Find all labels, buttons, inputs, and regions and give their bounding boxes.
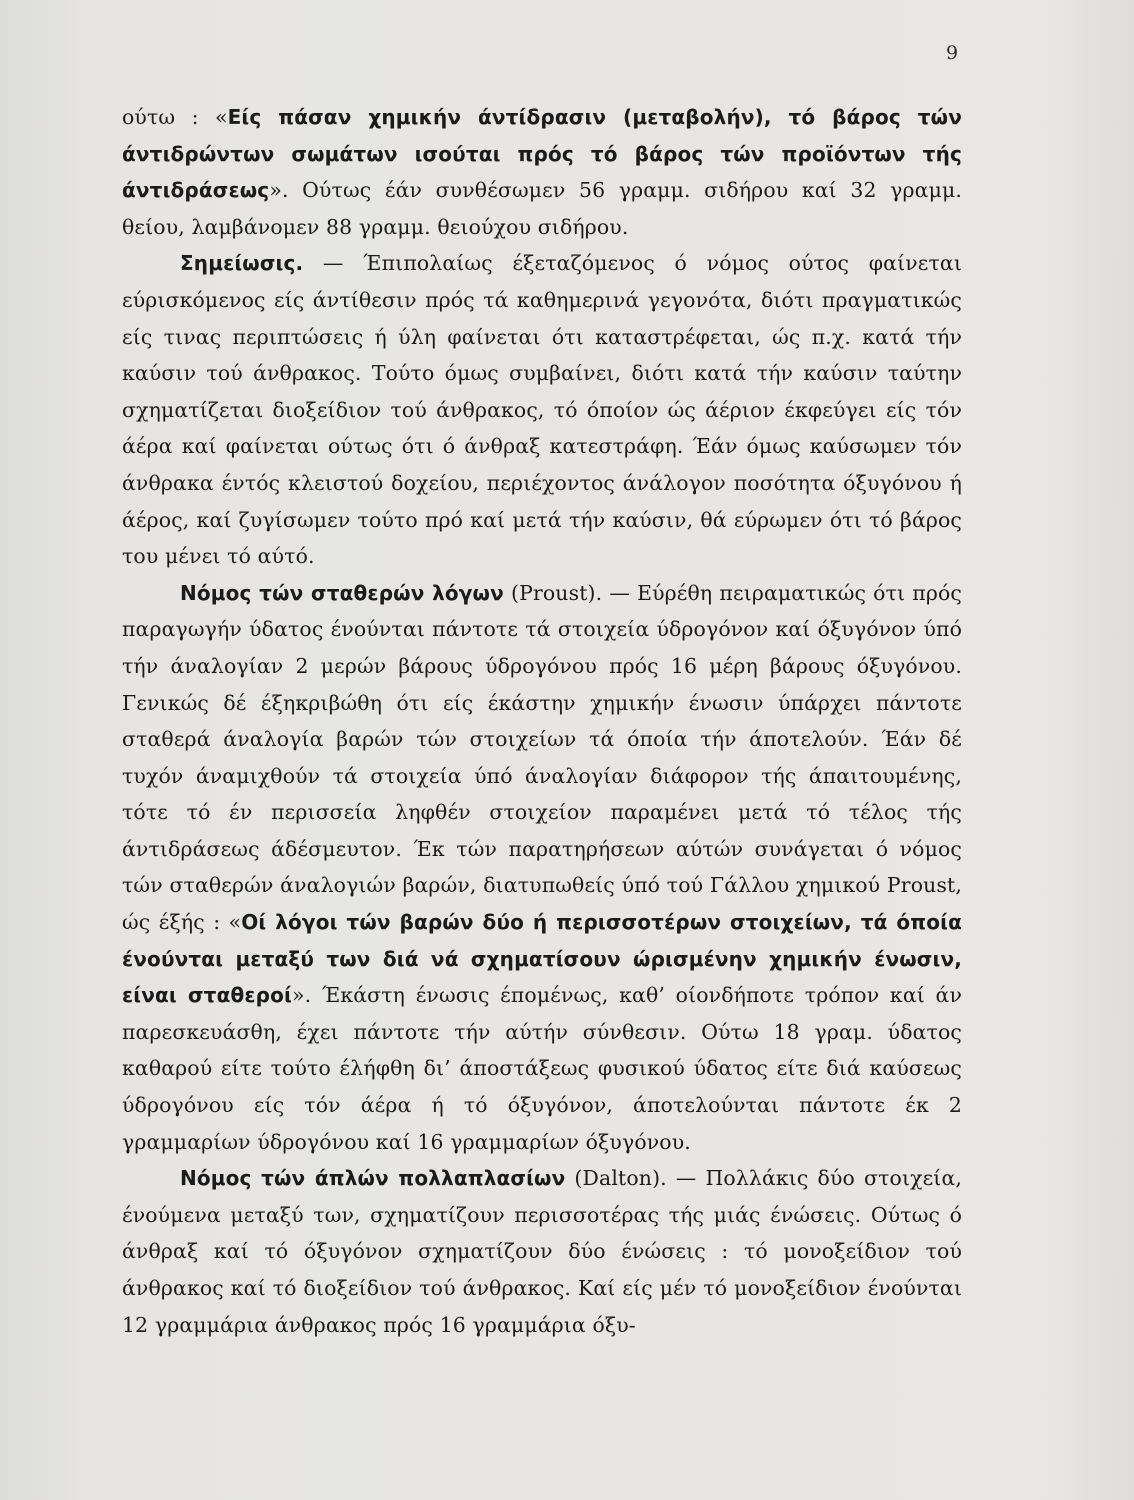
page-body [122,99,962,1343]
paragraph-law-of-conservation: ούτω : «Είς πάσαν χημικήν άντίδρασιν (μεταβολήν), τό βάρος τών άντιδρώντων σωμάτων ισούται πρός τό βάρος τών προϊόντων τής άντιδράσεως». Ούτως έάν συνθέσωμεν 56 γραμμ. σιδήρου καί 32 γραμμ. θείου, λαμβάνομεν 88 γραμμ. θειούχου σιδήρου. [122,105,962,239]
dalton-law-heading: Νόμος τών άπλών πολλαπλασίων [180,1166,566,1191]
paragraph-proust-law: Νόμος τών σταθερών λόγων (Proust). — Εύρέθη πειραματικώς ότι πρός παραγωγήν ύδατος ένούνται πάντοτε τά στοιχεία ύδρογόνον καί όξυγόνον ύπό τήν άναλογίαν 2 μερών βάρους ύδρογόνου πρός 16 μέρη βάρους όξυγόνου. Γενικώς δέ έξηκριβώθη ότι είς έκάστην χημικήν ένωσιν ύπάρχει πάντοτε σταθερά άναλογία βαρών τών στοιχείων τά όποία τήν άποτελούν. Έάν δέ τυχόν άναμιχθούν τά στοιχεία ύπό άναλογίαν διάφορον τής άπαιτουμένης, τότε τό έν περισσεία ληφθέν στοιχείον παραμένει μετά τό τέλος τής άντιδράσεως άδέσμευτον. Έκ τών παρατηρήσεων αύτών συνάγεται ό νόμος τών σταθερών άναλογιών βαρών, διατυπωθείς ύπό τού Γάλλου χημικού Proust, ώς έξής : «Οί λόγοι τών βαρών δύο ή περισσοτέρων στοιχείων, τά όποία ένούνται μεταξύ των διά νά σχηματίσουν ώρισμένην χημικήν ένωσιν, είναι σταθεροί». Έκάστη ένωσις έπομένως, καθ’ οίονδήποτε τρόπον καί άν παρεσκευάσθη, έχει πάντοτε τήν αύτήν σύνθεσιν. Ούτω 18 γραμ. ύδατος καθαρού είτε τούτο έλήφθη δι’ άποστάξεως φυσικού ύδατος είτε διά καύσεως ύδρογόνου είς τόν άέρα ή τό όξυγόνον, άποτελούνται πάντοτε έκ 2 γραμμαρίων ύδρογόνου καί 16 γραμμαρίων όξυγόνου. [122,580,962,1154]
paragraph-note: Σημείωσις. — Έπιπολαίως έξεταζόμενος ό νόμος ούτος φαίνεται εύρισκόμενος είς άντίθεσιν πρός τά καθημερινά γεγονότα, διότι πραγματικώς είς τινας περιπτώσεις ή ύλη φαίνεται ότι καταστρέφεται, ώς π.χ. κατά τήν καύσιν τού άνθρακος. Τούτο όμως συμβαίνει, διότι κατά τήν καύσιν ταύτην σχηματίζεται διοξείδιον τού άνθρακος, τό όποίον ώς άέριον έκφεύγει είς τόν άέρα καί φαίνεται ούτως ότι ό άνθραξ κατεστράφη. Έάν όμως καύσωμεν τόν άνθρακα έντός κλειστού δοχείου, περιέχοντος άνάλογον ποσότητα όξυγόνου ή άέρος, καί ζυγίσωμεν τούτο πρό καί μετά τήν καύσιν, θά εύρωμεν ότι τό βάρος του μένει τό αύτό. [122,251,962,569]
note-heading: Σημείωσις. [180,251,304,276]
proust-law-statement-bold: Οί λόγοι τών βαρών δύο ή περισσοτέρων στοιχείων, τά όποία ένούνται μεταξύ των διά νά σχηματίσουν ώρισμένην χημικήν ένωσιν, είναι σταθεροί [122,910,962,1008]
page-number: 9 [946,42,959,64]
proust-law-heading: Νόμος τών σταθερών λόγων [180,580,504,605]
law-statement-bold: Είς πάσαν χημικήν άντίδρασιν (μεταβολήν), τό βάρος τών άντιδρώντων σωμάτων ισούται πρός τό βάρος τών προϊόντων τής άντιδράσεως [122,105,962,203]
paragraph-dalton-law: Νόμος τών άπλών πολλαπλασίων (Dalton). — Πολλάκις δύο στοιχεία, ένούμενα μεταξύ των, σχηματίζουν περισσοτέρας τής μιάς ένώσεις. Ούτως ό άνθραξ καί τό όξυγόνον σχηματίζουν δύο ένώσεις : τό μονοξείδιον τού άνθρακος καί τό διοξείδιον τού άνθρακος. Καί είς μέν τό μονοξείδιον ένούνται 12 γραμμάρια άνθρακος πρός 16 γραμμάρια όξυ- [122,1166,963,1337]
